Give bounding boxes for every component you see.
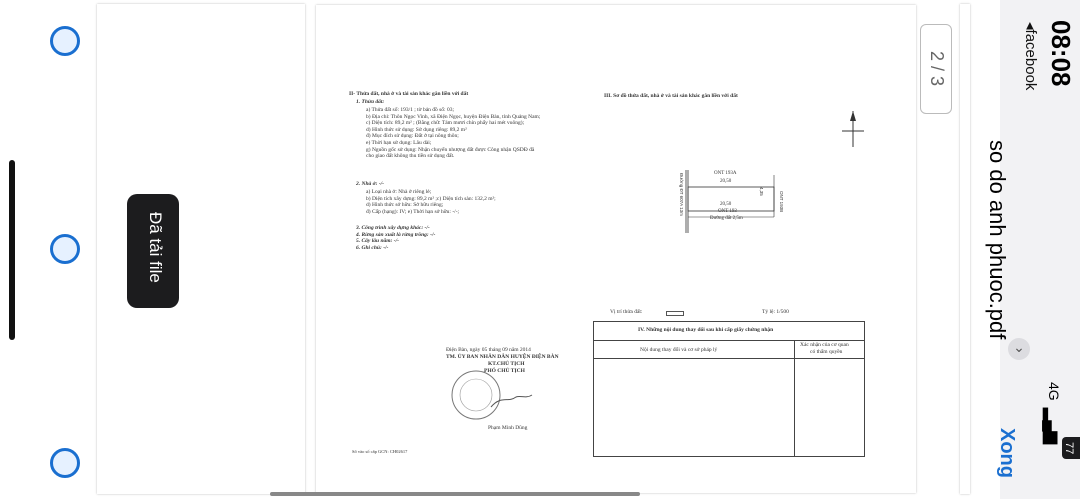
page-counter-text: 2 / 3 [927,51,947,87]
official-seal [446,365,536,425]
other-sections: 3. Công trình xây dựng khác: -/- 4. Rừng sản xuất là rừng trồng: -/- 5. Cây lâu năm: -/- 6. Ghi chú: -/- [356,225,436,251]
map-width-mid: 20,50 [720,202,732,207]
battery-icon: 77 [1062,437,1080,459]
section-4-title: IV. Những nội dung thay đổi sau khi cấp giấy chứng nhận [638,327,774,333]
sign-org: TM. ỦY BAN NHÂN DÂN HUYỆN ĐIỆN BÀN [446,354,559,360]
vertical-scrollbar[interactable] [9,160,15,340]
next-page [960,4,970,494]
cert-number: Số vào sổ cấp GCN: CH02617 [352,449,408,454]
map-width-top: 20,50 [720,179,732,184]
status-time: 08:08 [1046,20,1076,87]
done-button[interactable]: Xong [996,428,1018,478]
map-ont-right: ONT 193B [779,191,784,213]
map-ont-top: ONT 193A [714,171,737,176]
location-label: Vị trí thửa đất: [610,309,643,315]
north-arrow-icon [840,109,866,149]
signer-name: Phạm Minh Dũng [488,425,528,431]
right-header: III. Sơ đồ thửa đất, nhà ở và tài sản khác gắn liền với đất [604,93,738,99]
map-ont-mid: ONT 193 [718,209,737,214]
markup-eraser-icon[interactable] [50,448,80,478]
map-road-left: Đường ĐT 607A 13m [679,173,684,216]
document-title: so do anh phuoc.pdf [985,140,1010,340]
toast-text: Đã tải file [146,212,165,283]
section-1-lines: a) Thửa đất số: 193/1 ; tờ bản đồ số: 03; b) Địa chỉ: Thôn Ngọc Vinh, xã Điện Ngọc, huyện Điện Bàn, tỉnh Quảng Nam; c) Diện tích: 89,2 m² ; (Bằng chữ: Tám mươi chín phẩy hai mét vuông); d) Hình thức sử dụng: Sử dụng riêng: 89,2 m² đ) Mục đích sử dụng: Đất ở tại nông thôn; e) Thời hạn sử dụng: Lâu dài; g) Nguồn gốc sử dụng: Nhận chuyển nhượng đất được Công nhận QSDĐ đã cho giao đất không thu tiền sử dụng đất. [366,107,541,160]
section-2-lines: a) Loại nhà ở: Nhà ở riêng lẻ; b) Diện tích xây dựng: 89,2 m² ;c) Diện tích sàn: 132,2 m²; d) Hình thức sở hữu: Sở hữu riêng; đ) Cấp (hạng): IV; e) Thời hạn sở hữu: -/-; [366,189,496,215]
sign-role-2: PHÓ CHỦ TỊCH [484,368,525,374]
page-counter [920,24,952,114]
sign-date: Điện Bàn, ngày 05 tháng 09 năm 2014 [446,347,531,353]
col-confirm-2: có thẩm quyền [810,349,843,355]
markup-highlighter-icon[interactable] [50,234,80,264]
markup-pen-icon[interactable] [50,26,80,56]
map-side-length: 4,35 [759,187,764,196]
network-type: 4G [1046,382,1062,401]
download-toast [127,194,179,308]
back-to-app[interactable]: ◂facebook [1022,22,1039,91]
left-header: II- Thửa đất, nhà ở và tài sản khác gắn liền với đất [349,91,469,97]
map-road-bottom: Đường đất 2,5m [710,216,743,221]
sign-role-1: KT.CHỦ TỊCH [488,361,525,367]
map-scale: Tỷ lệ: 1/500 [762,309,789,315]
section-1-title: 1. Thửa đất: [356,99,385,105]
horizontal-scrollbar[interactable] [270,492,640,496]
chevron-down-icon[interactable]: ⌄ [1008,338,1030,360]
document-page [316,5,916,493]
section-2-title: 2. Nhà ở: -/- [356,181,385,187]
col-confirm-1: Xác nhận của cơ quan [800,342,849,348]
col-changes: Nội dung thay đổi và cơ sở pháp lý [640,347,718,353]
location-legend-box [666,311,684,316]
left-margin [0,0,97,499]
signal-bars-icon: ▂▄▆ [1043,408,1060,444]
